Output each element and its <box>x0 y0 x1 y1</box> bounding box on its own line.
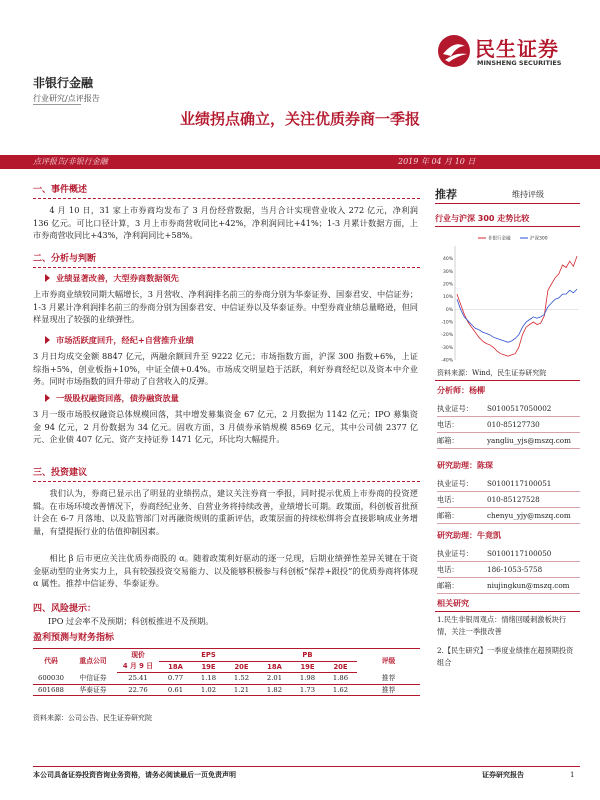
field-label: 执业证号： <box>437 479 473 488</box>
col-year: 20E <box>225 661 258 673</box>
cell-value: 1.52 <box>225 673 258 685</box>
col-rating: 评级 <box>381 657 396 666</box>
field-value: 186-1053-5758 <box>487 565 543 574</box>
related-item[interactable]: 2.【民生研究】一季度业绩推在超预期投资组合 <box>437 646 574 668</box>
assistant-phone <box>437 492 580 508</box>
divider <box>435 226 580 227</box>
assistant-phone <box>437 562 580 578</box>
cell-value: 1.82 <box>258 684 291 696</box>
analyst-name: 分析师：杨柳 <box>437 386 485 395</box>
cell-value: 1.73 <box>291 684 324 696</box>
footer-label: 证券研究报告 <box>482 771 524 779</box>
page-number: 1 <box>570 771 575 779</box>
field-label: 邮箱： <box>437 436 459 445</box>
divider <box>435 380 580 381</box>
performance-text: 上市券商业绩较同期大幅增长，3 月营收、净利润排名前三的券商分别为华泰证券、国泰君安、中信证券；1-3 月累计净利润排名前三的券商分别为国泰君安、中信证券以及华泰证券。中型券商业绩总量略逊，但同样显现出了较强的业绩弹性。 <box>33 289 418 325</box>
field-value: S0100117100050 <box>487 549 552 558</box>
bullet-arrow-icon <box>45 336 50 344</box>
market-text: 3 月日均成交金额 8847 亿元，两融余额回升至 9222 亿元；市场指数方面，沪深 300 指数+6%，上证综指+5%，创业板指+10%，中证全债+0.4%。市场成交明显趋于活跃，利好券商经纪以及资本中介业务。同时市场指数的回升带动了自营收入的反弹。 <box>33 351 418 387</box>
y-axis <box>441 246 579 364</box>
risk-text: IPO 过会率不及预期；科创板推进不及预期。 <box>48 616 214 626</box>
cell-rating: 推荐 <box>357 684 420 696</box>
divider <box>33 648 420 649</box>
field-label: 电话： <box>437 420 459 429</box>
table-row <box>33 673 420 685</box>
chart-legend <box>478 235 548 242</box>
assistant-cert <box>437 476 580 492</box>
y-tick-label: 20% <box>442 282 453 288</box>
divider <box>435 203 580 204</box>
divider <box>435 611 580 612</box>
field-label: 执业证号： <box>437 404 473 413</box>
analyst-cert <box>437 401 580 417</box>
analyst-phone <box>437 417 580 433</box>
brand-name-en: MINSHENG SECURITIES <box>477 59 562 67</box>
section-title-event: 一、事件概述 <box>33 185 88 195</box>
field-value: 010-85127528 <box>487 495 540 504</box>
col-eps: EPS <box>159 650 258 661</box>
field-label: 电话： <box>437 495 459 504</box>
cell-value: 1.98 <box>291 673 324 685</box>
cell-code: 601688 <box>33 684 69 696</box>
assistant-email <box>437 578 580 594</box>
trend-chart <box>433 232 583 364</box>
cell-value: 1.21 <box>225 684 258 696</box>
bullet-market: 市场活跃度回升，经纪+自营推升业绩 <box>45 334 194 347</box>
col-year: 20E <box>324 661 357 673</box>
bullet-financing: 一级股权融资回落，债券融资放量 <box>45 392 179 405</box>
recommend-label: 推荐 <box>435 188 457 201</box>
field-value[interactable]: chenyu_yjy@mszq.com <box>487 511 571 520</box>
col-price: 现价 <box>131 651 145 660</box>
series-line-2 <box>457 289 577 342</box>
cell-name: 中信证券 <box>69 673 117 685</box>
table-row <box>33 684 420 696</box>
rating-label: 维持评级 <box>512 190 544 199</box>
cell-value: 0.61 <box>159 684 192 696</box>
section-title-analysis: 二、分析与判断 <box>33 254 97 264</box>
field-value[interactable]: niujingkun@mszq.com <box>487 581 570 590</box>
col-year: 19E <box>192 661 225 673</box>
col-year: 18A <box>258 661 291 673</box>
assistant-name: 研究助理：陈琛 <box>437 461 493 470</box>
bullet-arrow-icon <box>45 274 50 282</box>
cell-value: 1.86 <box>324 673 357 685</box>
series-line-1 <box>457 256 577 356</box>
col-year: 18A <box>159 661 192 673</box>
cell-value: 1.62 <box>324 684 357 696</box>
cell-value: 0.77 <box>159 673 192 685</box>
header-banner <box>0 155 600 169</box>
field-value[interactable]: yangliu_yjs@mszq.com <box>487 436 571 445</box>
minsheng-logo <box>437 34 577 70</box>
legend-label: 沪深300 <box>530 236 548 242</box>
footer-divider <box>33 766 580 767</box>
advice-para-1: 我们认为，券商已显示出了明显的业绩拐点，建议关注券商一季报，同时提示优质上市券商的投资逻辑。在市场环境改善情况下，券商经纪业务、自营业务将持续改善，业绩增长可期。政策面，科创板首批预计会在 6-7 月落地、以及监管部门对再融资规则的重新评估，政策层面的持续松绑将会直接影响成业务增量，有望提振行业的估值抑制因素。 <box>33 488 418 537</box>
col-year: 19E <box>291 661 324 673</box>
col-code: 代码 <box>44 657 58 666</box>
y-tick-label: 10% <box>442 295 453 301</box>
report-type: 行业研究/点评报告 <box>33 94 100 103</box>
banner-date: 2019 年 04 月 10 日 <box>398 157 476 166</box>
section-divider <box>33 267 420 268</box>
industry-title: 非银行金融 <box>33 76 94 90</box>
section-title-advice: 三、投资建议 <box>33 468 88 478</box>
logo-mark-icon <box>437 34 471 68</box>
event-summary: 4 月 10 日，31 家上市券商均发布了 3 月份经营数据，当月合计实现营业收入 272 亿元，净利润 136 亿元。可比口径计算，3 月上市券商营收同比+42%，净利润同比+41%；1-3 月累计数据方面，上市券商营收同比+43%，净利润同比+58%。 <box>33 205 418 241</box>
section-divider <box>33 198 420 199</box>
field-value: S0100517050002 <box>487 404 552 413</box>
field-label: 邮箱： <box>437 511 459 520</box>
cell-rating: 推荐 <box>357 673 420 685</box>
chart-source: 资料来源：Wind，民生证券研究院 <box>437 369 547 377</box>
brand-name-cn: 民生证券 <box>475 37 559 61</box>
y-tick-label: 30% <box>442 269 453 275</box>
y-tick-label: -40% <box>441 358 453 364</box>
chart-title: 行业与沪深 300 走势比较 <box>435 214 530 223</box>
financing-text: 3 月一级市场股权融资总体规模回落，其中增发募集资金 67 亿元，2 月数据为 1142 亿元；IPO 募集资金 94 亿元，2 月份数据为 34 亿元。固收方面，3 月债券承销规模 8569 亿元，其中公司债 2377 亿元、企业债 407 亿元、资产支持证券 1471 亿元，环比均大幅提升。 <box>33 409 418 445</box>
y-tick-label: -30% <box>441 345 453 351</box>
field-label: 电话： <box>437 565 459 574</box>
col-pb: PB <box>258 650 357 661</box>
assistant-cert <box>437 546 580 562</box>
section-divider <box>33 481 420 482</box>
y-tick-label: -10% <box>441 320 453 326</box>
cell-name: 华泰证券 <box>69 684 117 696</box>
advice-para-2: 相比 β 后市更应关注优质券商股的 α。随着政策利好驱动的逐一兑现，后期业绩弹性差异关键在于资金驱动型的业务实力上，具有较强投资交易能力、以及能够积极参与科创板“保荐+跟投”的优质券商将体现 α 属性。推荐中信证券、华泰证券。 <box>33 553 418 589</box>
field-value: S0100117100051 <box>487 479 552 488</box>
assistant-email <box>437 508 580 524</box>
cell-value: 1.18 <box>192 673 225 685</box>
divider <box>33 104 81 105</box>
y-tick-label: 0% <box>445 307 453 313</box>
section-title-risk: 四、风险提示： <box>33 604 97 614</box>
report-headline: 业绩拐点确立，关注优质券商一季报 <box>179 110 420 128</box>
footer-disclaimer: 本公司具备证券投资咨询业务资格，请务必阅读最后一页免责声明 <box>33 771 236 779</box>
cell-code: 600030 <box>33 673 69 685</box>
bullet-arrow-icon <box>45 394 50 402</box>
related-item[interactable]: 1.民生非银周观点：情绪回暖刺激板块行情，关注一季报改善 <box>437 615 567 637</box>
field-label: 邮箱： <box>437 581 459 590</box>
analyst-email <box>437 433 580 449</box>
cell-price: 22.76 <box>117 684 159 696</box>
bullet-performance: 业绩显著改善，大型券商数据领先 <box>45 272 179 285</box>
forecast-table <box>33 650 420 696</box>
legend-label: 非银行金融 <box>488 236 511 242</box>
cell-value: 1.02 <box>192 684 225 696</box>
assistant-name: 研究助理：牛竟凯 <box>437 531 501 540</box>
cell-value: 2.01 <box>258 673 291 685</box>
cell-price: 25.41 <box>117 673 159 685</box>
col-name: 重点公司 <box>79 657 107 666</box>
forecast-table-title: 盈利预测与财务指标 <box>33 633 115 643</box>
banner-category: 点评报告/非银行金融 <box>33 157 108 166</box>
field-label: 执业证号： <box>437 549 473 558</box>
field-value: 010-85127730 <box>487 420 540 429</box>
related-research-title: 相关研究 <box>437 599 469 608</box>
col-price-date: 4 月 9 日 <box>117 661 159 673</box>
y-tick-label: 40% <box>442 257 453 263</box>
chart-series <box>457 256 577 356</box>
y-tick-label: -20% <box>441 333 453 339</box>
table-source: 资料来源：公司公告、民生证券研究院 <box>33 714 152 722</box>
